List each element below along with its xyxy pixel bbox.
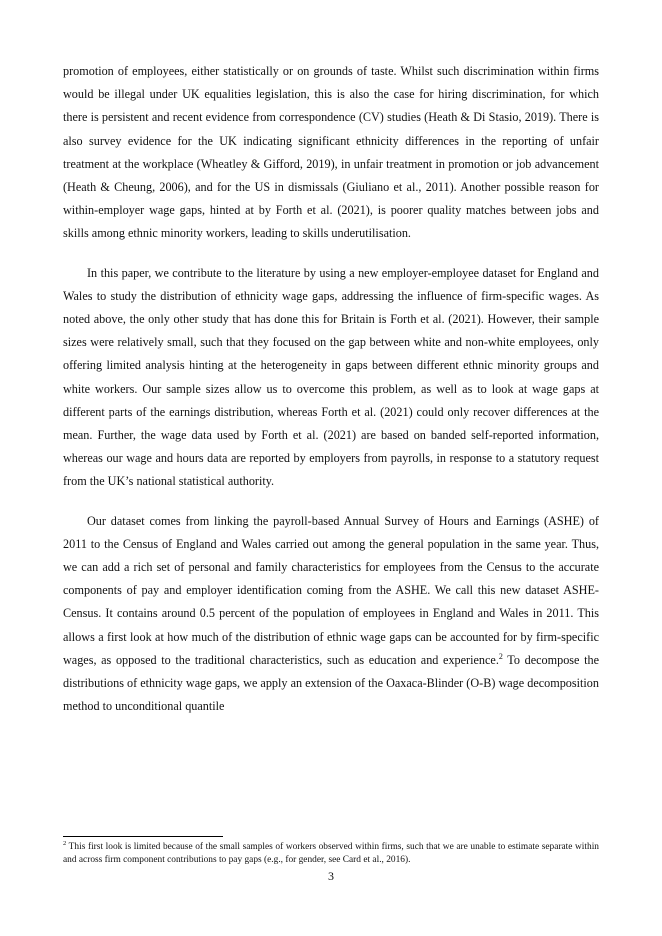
paragraph-2 [63,262,599,494]
paragraph-1 [63,60,599,246]
paragraph-3-text-b: To decompose the distributions of ethnicity wage gaps, we apply an extension of the Oaxaca-Blinder (O-B) wage decomposition method to unconditional quantile [63,652,599,714]
footnote-reference[interactable]: 2 [498,651,503,661]
footnote-divider [63,836,223,837]
paragraph-1-text: promotion of employees, either statistically or on grounds of taste. Whilst such discrimination within firms would be illegal under UK equalities legislation, this is also the case for hiring discrimination, for which there is persistent and recent evidence from correspondence (CV) studies (Heath & Di Stasio, 2019). There is also survey evidence for the UK indicating significant ethnicity differences in the reporting of unfair treatment at the workplace (Wheatley & Gifford, 2019), in unfair treatment in promotion or job advancement (Heath & Cheung, 2006), and for the US in dismissals (Giuliano et al., 2011). Another possible reason for within-employer wage gaps, hinted at by Forth et al. (2021), is poorer quality matches between jobs and skills among ethnic minority workers, leading to skills underutilisation. [63,64,599,241]
page-body [63,60,599,718]
page-number: 3 [328,869,334,883]
footnote-marker: 2 [63,839,67,847]
footnote [63,841,599,868]
footnote-text: This first look is limited because of the small samples of workers observed within firms, such that we are unable to estimate separate within and across firm component contributions to pay gaps (e.g., for gender, see Card et al., 2016). [63,842,599,866]
paragraph-3 [63,510,599,719]
paragraph-2-text: In this paper, we contribute to the literature by using a new employer-employee dataset for England and Wales to study the distribution of ethnicity wage gaps, addressing the influence of firm-specific wages. As noted above, the only other study that has done this for Britain is Forth et al. (2021). However, their sample sizes were relatively small, such that they focused on the gap between white and non-white employees, only offering limited analysis hinting at the heterogeneity in gaps between different ethnic minority groups and white workers. Our sample sizes allow us to overcome this problem, as well as to look at wage gaps at different parts of the earnings distribution, whereas Forth et al. (2021) could only recover differences at the mean. Further, the wage data used by Forth et al. (2021) are based on banded self-reported information, whereas our wage and hours data are reported by employers from payrolls, in response to a statutory request from the UK’s national statistical authority. [63,265,599,489]
paragraph-3-text-a: Our dataset comes from linking the payroll-based Annual Survey of Hours and Earnings (ASHE) of 2011 to the Census of England and Wales carried out among the general population in the same year. Thus, we can add a rich set of personal and family characteristics for employees from the Census to the accurate components of pay and employer identification coming from the ASHE. We call this new dataset ASHE-Census. It contains around 0.5 percent of the population of employees in England and Wales in 2011. This allows a first look at how much of the distribution of ethnic wage gaps can be accounted for by firm-specific wages, as opposed to the traditional characteristics, such as education and experience. [63,513,599,667]
